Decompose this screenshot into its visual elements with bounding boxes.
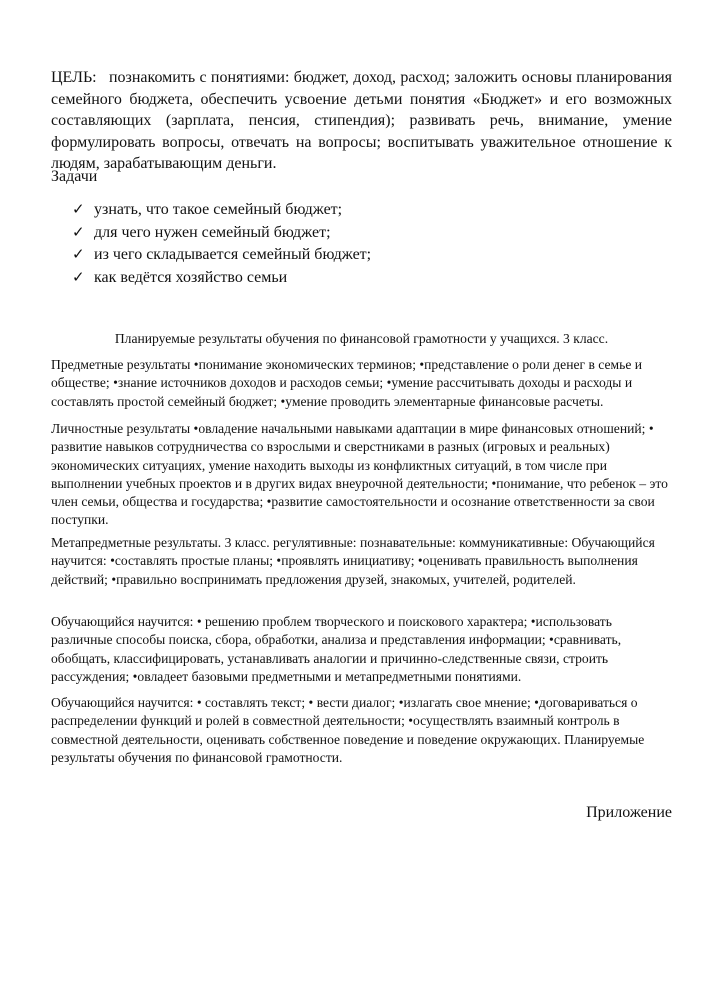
check-mark-icon: ✓ [72, 224, 85, 241]
results-title: Планируемые результаты обучения по финансовой грамотности у учащихся. 3 класс. [114, 331, 609, 346]
task-text: узнать, что такое семейный бюджет; [94, 201, 343, 218]
task-text: как ведётся хозяйство семьи [94, 268, 288, 286]
goal-label: ЦЕЛЬ: [51, 69, 97, 86]
task-item [72, 267, 371, 290]
check-mark-icon: ✓ [72, 247, 85, 263]
communicative-results-paragraph: Обучающийся научится: • составлять текст; • вести диалог; •излагать свое мнение; •договариваться о распределении функций и ролей в совместной деятельности; •осуществлять взаимный контроль в совместной деятельности, оценивать собственное поведение и поведение окружающих. Планируемые результаты обучения по финансовой грамотности. [51, 695, 645, 765]
goal-text: познакомить с понятиями: бюджет, доход, расход; заложить основы планирования семейного бюджета, обеспечить усвоение детьми понятия «Бюджет» и его возможных составляющих (зарплата, пенсия, стипендия); развивать речь, внимание, умение формулировать вопросы, отвечать на вопросы; воспитывать уважительное отношение к людям, зарабатывающим деньги. [51, 69, 673, 172]
task-item [72, 199, 371, 222]
appendix-label: Приложение [586, 804, 672, 821]
subject-results-paragraph: Предметные результаты •понимание экономических терминов; •представление о роли денег в семье и обществе; •знание источников доходов и расходов семьи; •умение рассчитывать доходы и расходы и составлять простой семейный бюджет; •умение проводить элементарные финансовые расчеты. [51, 357, 643, 409]
cognitive-results-paragraph: Обучающийся научится: • решению проблем творческого и поискового характера; •использовать различные способы поиска, сбора, обработки, анализа и представления информации; •сравнивать, обобщать, классифицировать, устанавливать аналогии и причинно-следственные связи, строить рассуждения; •овладеет базовыми предметными и метапредметными понятиями. [51, 614, 622, 684]
tasks-list [72, 199, 371, 289]
task-item [72, 244, 371, 267]
task-item [72, 222, 371, 245]
personal-results-paragraph: Личностные результаты •овладение начальными навыками адаптации в мире финансовых отношений; • развитие навыков сотрудничества со взрослыми и сверстниками в разных (игровых и реальных) экономических ситуациях, умение находить выходы из конфликтных ситуаций, в том числе при выполнении учебных проектов и в других видах внеурочной деятельности; •понимание, что ребенок – это член семьи, общества и государства; •развитие самостоятельности и осознание ответственности за свои поступки. [51, 421, 668, 528]
tasks-heading: Задачи [51, 168, 98, 185]
goal-paragraph [51, 67, 672, 175]
task-text: из чего складывается семейный бюджет; [94, 246, 372, 263]
check-mark-icon: ✓ [72, 202, 85, 218]
check-mark-icon: ✓ [72, 269, 85, 286]
task-text: для чего нужен семейный бюджет; [94, 223, 331, 241]
metasubject-results-paragraph: Метапредметные результаты. 3 класс. регулятивные: познавательные: коммуникативные: Обучающийся научится: •составлять простые планы; •проявлять инициативу; •оценивать правильность выполнения действий; •правильно воспринимать предложения друзей, знакомых, учителей, родителей. [51, 535, 655, 587]
